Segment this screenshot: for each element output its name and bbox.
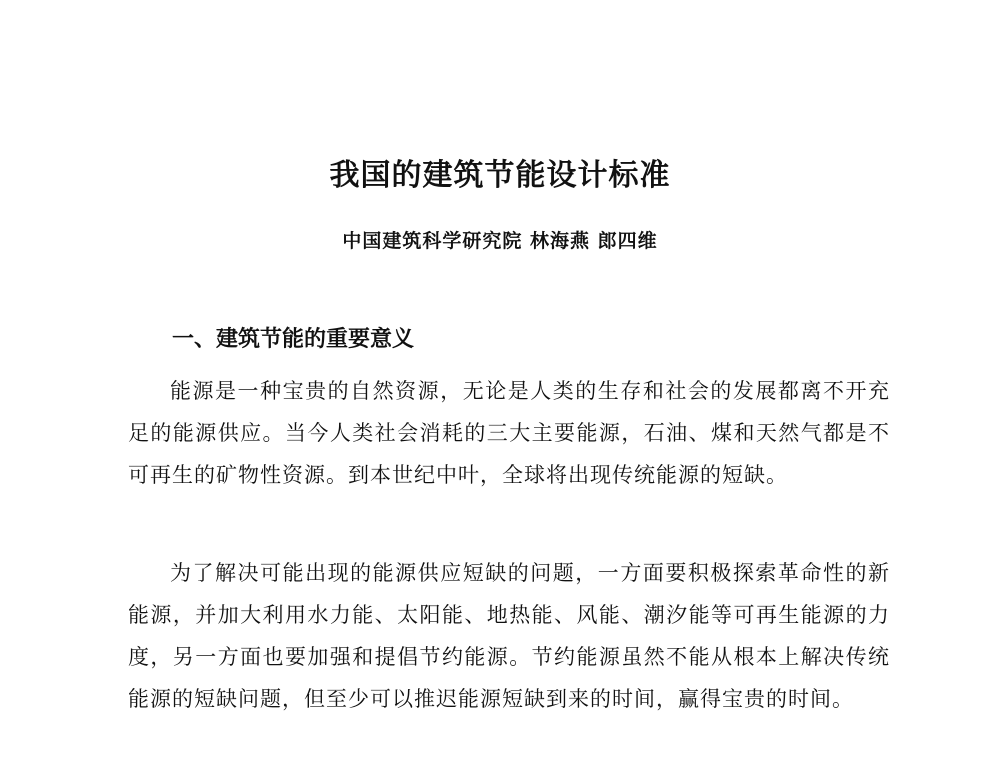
- author-line: 中国建筑科学研究院 林海燕 郎四维: [342, 230, 658, 252]
- body-paragraph: 能源是一种宝贵的自然资源，无论是人类的生存和社会的发展都离不开充足的能源供应。当今人类社会消耗的三大主要能源，石油、煤和天然气都是不可再生的矿物性资源。到本世纪中叶，全球将出现传统能源的短缺。: [128, 379, 890, 487]
- body-paragraph: 为了解决可能出现的能源供应短缺的问题，一方面要积极探索革命性的新能源，并加大利用水力能、太阳能、地热能、风能、潮汐能等可再生能源的力度，另一方面也要加强和提倡节约能源。节约能源虽然不能从根本上解决传统能源的短缺问题，但至少可以推迟能源短缺到来的时间，赢得宝贵的时间。: [128, 561, 890, 711]
- document-title: 我国的建筑节能设计标准: [329, 158, 671, 193]
- section-heading: 一、建筑节能的重要意义: [172, 326, 415, 352]
